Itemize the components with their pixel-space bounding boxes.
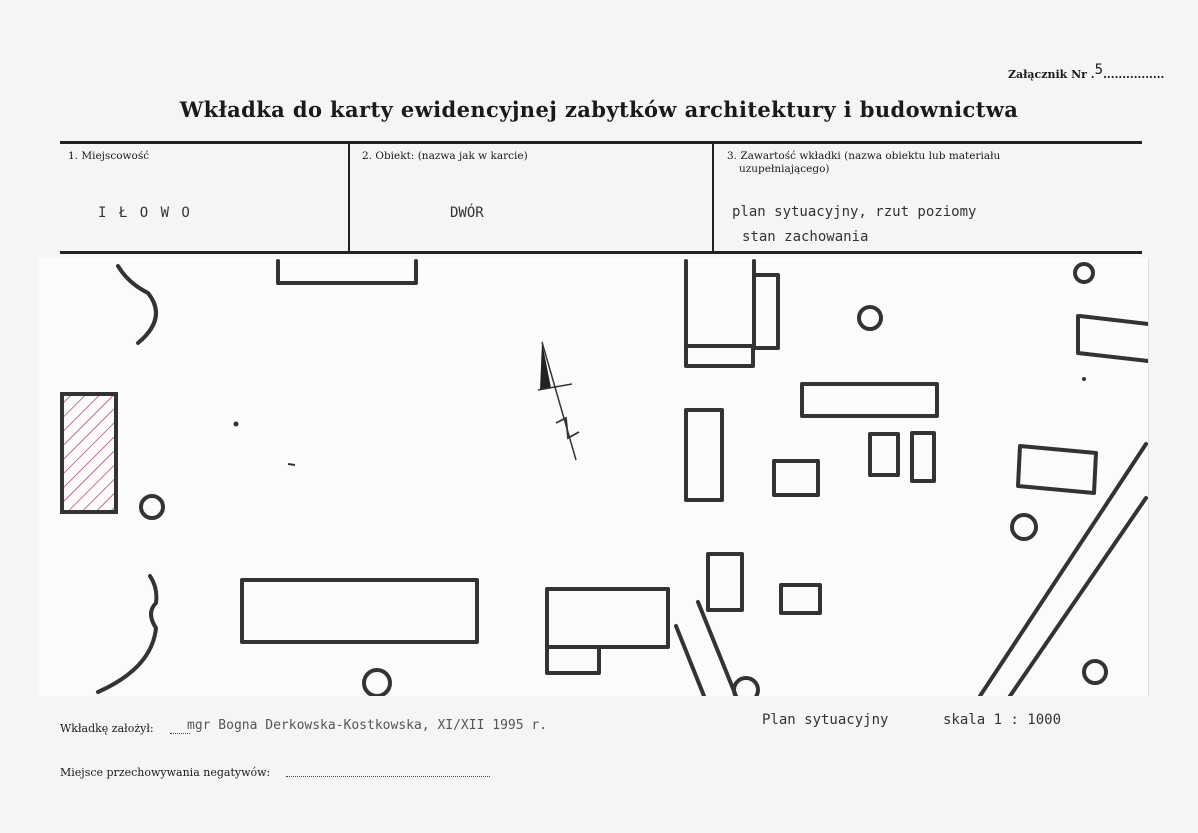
locality-value: I Ł O W O [98,205,192,221]
building-right-edge [1078,316,1148,361]
site-plan [38,258,1149,696]
object-value: DWÓR [450,205,484,221]
building-bottom-long [242,580,477,642]
negatives-label: Miejsce przechowywania negatywów: [60,766,271,779]
table-bottom-rule [60,251,1142,254]
annex-label: Załącznik Nr [1008,68,1087,81]
north-arrow-icon [538,342,579,460]
scale-label: skala 1 : 1000 [943,712,1062,728]
curved-path-bottom-left [98,576,156,692]
page-title: Wkładka do karty ewidencyjnej zabytków architektury i budownictwa [179,97,1019,122]
building-right-long [802,384,937,416]
tree-4 [734,678,758,696]
contents-label-line2: uzupełniającego) [739,163,830,175]
building-top-right-c [686,346,753,366]
building-small-2 [870,434,898,475]
tree-6 [1084,661,1106,683]
contents-label [727,150,1000,176]
tree-1 [1075,264,1093,282]
curved-path-top-left [118,266,156,343]
road-lower [676,602,736,696]
object-label: 2. Obiekt: (nazwa jak w karcie) [362,150,528,162]
contents-label-line1: 3. Zawartość wkładki (nazwa obiektu lub materiału [727,150,1001,162]
negatives-dotline [286,776,490,777]
tree-5 [364,670,390,696]
manor-house-highlight [62,394,116,512]
building-bottom-center [547,589,668,647]
building-center-tall [686,410,722,500]
building-right-mid [1018,446,1096,493]
building-small-5 [781,585,820,613]
building-top-center [278,261,416,283]
building-top-right-b [754,275,778,348]
tree-3 [1012,515,1036,539]
building-small-3 [912,433,934,481]
building-bottom-annex [547,647,599,673]
plan-caption: Plan sytuacyjny [762,712,889,728]
locality-label: 1. Miejscowość [68,150,150,162]
building-top-right-a [686,261,754,346]
author-value: mgr Bogna Derkowska-Kostkowska, XI/XII 1995 r. [187,718,548,733]
road-diagonal [980,444,1146,696]
annex-dots-lead: . [1090,68,1095,81]
column-divider-1 [348,143,350,251]
annex-number-value: 5 [1094,62,1104,78]
column-divider-2 [712,143,714,251]
author-label: Wkładkę założył: [60,722,154,735]
contents-value-line1: plan sytuacyjny, rzut poziomy [732,204,977,220]
building-small-4 [708,554,742,610]
tree-2 [859,307,881,329]
site-plan-drawing [38,258,1148,696]
author-dotline [170,733,190,734]
contents-value-line2: stan zachowania [742,229,869,245]
annex-number [1008,62,1165,82]
tree-7 [141,496,163,518]
building-small-1 [774,461,818,495]
table-top-rule [60,141,1142,144]
annex-dots: ................ [1103,68,1165,81]
